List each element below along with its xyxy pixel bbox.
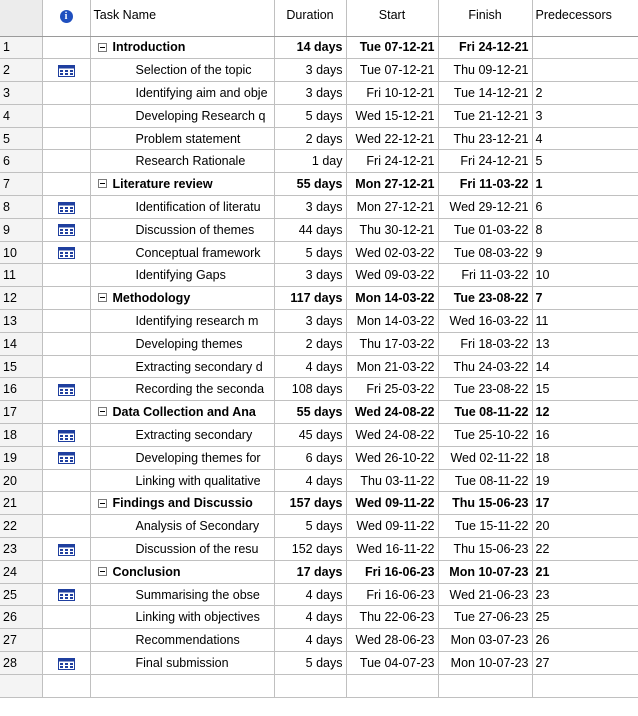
indicator-cell[interactable] [42, 59, 90, 82]
task-name-cell[interactable] [90, 446, 274, 469]
summary-task-row[interactable] [0, 36, 638, 59]
empty-cell[interactable] [274, 674, 346, 697]
finish-date-cell[interactable]: Tue 23-08-22 [438, 378, 532, 401]
finish-date-cell[interactable]: Tue 15-11-22 [438, 515, 532, 538]
collapse-toggle-icon[interactable] [98, 499, 107, 508]
start-date-cell[interactable]: Tue 07-12-21 [346, 59, 438, 82]
predecessors-cell[interactable]: 27 [532, 652, 638, 675]
indicator-cell[interactable] [42, 652, 90, 675]
predecessors-cell[interactable]: 21 [532, 560, 638, 583]
task-row[interactable] [0, 196, 638, 219]
column-header-finish[interactable]: Finish [438, 0, 532, 36]
row-id[interactable]: 12 [0, 287, 42, 310]
task-row[interactable] [0, 652, 638, 675]
indicator-cell[interactable] [42, 218, 90, 241]
duration-cell[interactable]: 5 days [274, 241, 346, 264]
indicator-cell[interactable] [42, 310, 90, 333]
calendar-icon[interactable] [58, 202, 75, 214]
calendar-icon[interactable] [58, 452, 75, 464]
indicator-cell[interactable] [42, 401, 90, 424]
task-name: Identification of literatu [135, 199, 261, 214]
predecessors-cell[interactable]: 16 [532, 424, 638, 447]
task-name-cell[interactable] [90, 560, 274, 583]
info-icon: i [60, 10, 73, 23]
task-name-cell[interactable] [90, 127, 274, 150]
row-id[interactable]: 28 [0, 652, 42, 675]
finish-date-cell[interactable]: Thu 23-12-21 [438, 127, 532, 150]
task-name: Identifying aim and obje [135, 85, 268, 100]
predecessors-cell[interactable]: 25 [532, 606, 638, 629]
predecessors-cell[interactable]: 14 [532, 355, 638, 378]
finish-date-cell[interactable]: Tue 08-11-22 [438, 469, 532, 492]
calendar-icon[interactable] [58, 384, 75, 396]
task-name-cell[interactable] [90, 173, 274, 196]
indicator-cell[interactable] [42, 515, 90, 538]
task-name: Introduction [112, 40, 186, 55]
task-name: Findings and Discussio [112, 496, 253, 511]
start-date-cell[interactable]: Mon 21-03-22 [346, 355, 438, 378]
duration-cell[interactable]: 3 days [274, 310, 346, 333]
finish-date-cell[interactable]: Thu 24-03-22 [438, 355, 532, 378]
start-date-cell[interactable]: Fri 25-03-22 [346, 378, 438, 401]
row-id[interactable]: 27 [0, 629, 42, 652]
row-id[interactable]: 25 [0, 583, 42, 606]
predecessors-cell[interactable]: 18 [532, 446, 638, 469]
collapse-toggle-icon[interactable] [98, 43, 107, 52]
task-name: Research Rationale [135, 154, 246, 169]
duration-cell[interactable]: 44 days [274, 218, 346, 241]
task-name: Discussion of the resu [135, 541, 259, 556]
finish-date-cell[interactable]: Wed 21-06-23 [438, 583, 532, 606]
summary-task-row[interactable] [0, 401, 638, 424]
task-row[interactable] [0, 332, 638, 355]
finish-date-cell[interactable]: Fri 11-03-22 [438, 264, 532, 287]
finish-date-cell[interactable]: Fri 24-12-21 [438, 150, 532, 173]
summary-task-row[interactable] [0, 287, 638, 310]
collapse-toggle-icon[interactable] [98, 293, 107, 302]
predecessors-cell[interactable]: 22 [532, 538, 638, 561]
empty-cell[interactable] [346, 674, 438, 697]
task-name-cell[interactable] [90, 629, 274, 652]
task-name-cell[interactable] [90, 332, 274, 355]
duration-cell[interactable]: 157 days [274, 492, 346, 515]
duration-cell[interactable]: 55 days [274, 173, 346, 196]
empty-cell[interactable] [90, 674, 274, 697]
predecessors-cell[interactable]: 4 [532, 127, 638, 150]
duration-cell[interactable]: 1 day [274, 150, 346, 173]
duration-cell[interactable]: 3 days [274, 196, 346, 219]
start-date-cell[interactable]: Wed 15-12-21 [346, 104, 438, 127]
task-row[interactable] [0, 629, 638, 652]
task-name: Identifying research m [135, 313, 259, 328]
predecessors-cell[interactable]: 1 [532, 173, 638, 196]
task-row[interactable] [0, 59, 638, 82]
empty-cell[interactable] [532, 674, 638, 697]
finish-date-cell[interactable]: Tue 27-06-23 [438, 606, 532, 629]
row-id[interactable]: 7 [0, 173, 42, 196]
duration-cell[interactable]: 45 days [274, 424, 346, 447]
collapse-toggle-icon[interactable] [98, 567, 107, 576]
finish-date-cell[interactable]: Wed 16-03-22 [438, 310, 532, 333]
row-id[interactable]: 9 [0, 218, 42, 241]
row-id[interactable]: 10 [0, 241, 42, 264]
column-header-predecessors[interactable]: Predecessors [532, 0, 638, 36]
duration-cell[interactable]: 152 days [274, 538, 346, 561]
indicator-cell[interactable] [42, 492, 90, 515]
start-date-cell[interactable]: Fri 16-06-23 [346, 583, 438, 606]
start-date-cell[interactable]: Thu 03-11-22 [346, 469, 438, 492]
task-name-cell[interactable] [90, 104, 274, 127]
indicator-cell[interactable] [42, 287, 90, 310]
task-name: Discussion of themes [135, 222, 255, 237]
column-header-row [0, 0, 638, 36]
row-id[interactable]: 11 [0, 264, 42, 287]
column-header-duration[interactable]: Duration [274, 0, 346, 36]
indicator-cell[interactable] [42, 583, 90, 606]
finish-date-cell[interactable]: Fri 11-03-22 [438, 173, 532, 196]
column-header-id[interactable] [0, 0, 42, 36]
task-row[interactable] [0, 264, 638, 287]
predecessors-cell[interactable]: 8 [532, 218, 638, 241]
calendar-icon[interactable] [58, 658, 75, 670]
indicator-cell[interactable] [42, 36, 90, 59]
task-row[interactable] [0, 218, 638, 241]
predecessors-cell[interactable]: 3 [532, 104, 638, 127]
task-name-cell[interactable] [90, 378, 274, 401]
finish-date-cell[interactable]: Wed 02-11-22 [438, 446, 532, 469]
start-date-cell[interactable]: Mon 27-12-21 [346, 173, 438, 196]
task-name-cell[interactable] [90, 492, 274, 515]
task-name: Final submission [135, 655, 229, 670]
indicator-cell[interactable] [42, 150, 90, 173]
duration-cell[interactable]: 55 days [274, 401, 346, 424]
duration-cell[interactable]: 4 days [274, 606, 346, 629]
finish-date-cell[interactable]: Fri 24-12-21 [438, 36, 532, 59]
start-date-cell[interactable]: Fri 10-12-21 [346, 82, 438, 105]
task-name-cell[interactable] [90, 538, 274, 561]
empty-cell[interactable] [42, 674, 90, 697]
start-date-cell[interactable]: Thu 17-03-22 [346, 332, 438, 355]
task-row[interactable] [0, 104, 638, 127]
predecessors-cell[interactable] [532, 36, 638, 59]
task-name-cell[interactable] [90, 606, 274, 629]
predecessors-cell[interactable]: 20 [532, 515, 638, 538]
row-id[interactable]: 6 [0, 150, 42, 173]
column-header-task-name[interactable]: Task Name [90, 0, 274, 36]
indicator-cell[interactable] [42, 560, 90, 583]
duration-cell[interactable]: 2 days [274, 127, 346, 150]
task-name-cell[interactable] [90, 36, 274, 59]
collapse-toggle-icon[interactable] [98, 407, 107, 416]
task-name: Linking with qualitative [135, 473, 261, 488]
task-name-cell[interactable] [90, 150, 274, 173]
task-name: Developing Research q [135, 108, 266, 123]
task-name-cell[interactable] [90, 310, 274, 333]
task-row[interactable] [0, 469, 638, 492]
row-id[interactable]: 18 [0, 424, 42, 447]
finish-date-cell[interactable]: Tue 21-12-21 [438, 104, 532, 127]
row-id[interactable]: 4 [0, 104, 42, 127]
start-date-cell[interactable]: Wed 16-11-22 [346, 538, 438, 561]
finish-date-cell[interactable]: Fri 18-03-22 [438, 332, 532, 355]
finish-date-cell[interactable]: Tue 14-12-21 [438, 82, 532, 105]
duration-cell[interactable]: 108 days [274, 378, 346, 401]
indicator-cell[interactable] [42, 355, 90, 378]
start-date-cell[interactable]: Wed 22-12-21 [346, 127, 438, 150]
collapse-toggle-icon[interactable] [98, 179, 107, 188]
row-id[interactable]: 1 [0, 36, 42, 59]
task-name: Data Collection and Ana [112, 405, 256, 420]
empty-cell[interactable] [0, 674, 42, 697]
duration-cell[interactable]: 6 days [274, 446, 346, 469]
duration-cell[interactable]: 117 days [274, 287, 346, 310]
indicator-cell[interactable] [42, 629, 90, 652]
duration-cell[interactable]: 17 days [274, 560, 346, 583]
predecessors-cell[interactable]: 2 [532, 82, 638, 105]
predecessors-cell[interactable]: 7 [532, 287, 638, 310]
predecessors-cell[interactable]: 10 [532, 264, 638, 287]
start-date-cell[interactable]: Wed 24-08-22 [346, 424, 438, 447]
start-date-cell[interactable]: Wed 09-03-22 [346, 264, 438, 287]
task-name-cell[interactable] [90, 469, 274, 492]
task-name-cell[interactable] [90, 59, 274, 82]
duration-cell[interactable]: 2 days [274, 332, 346, 355]
row-id[interactable]: 24 [0, 560, 42, 583]
finish-date-cell[interactable]: Thu 15-06-23 [438, 538, 532, 561]
finish-date-cell[interactable]: Tue 08-11-22 [438, 401, 532, 424]
finish-date-cell[interactable]: Tue 23-08-22 [438, 287, 532, 310]
task-name: Literature review [112, 177, 213, 192]
indicator-cell[interactable] [42, 241, 90, 264]
task-name: Recording the seconda [135, 382, 265, 397]
start-date-cell[interactable]: Thu 22-06-23 [346, 606, 438, 629]
indicator-cell[interactable] [42, 104, 90, 127]
task-row[interactable] [0, 515, 638, 538]
finish-date-cell[interactable]: Thu 09-12-21 [438, 59, 532, 82]
finish-date-cell[interactable]: Mon 10-07-23 [438, 652, 532, 675]
start-date-cell[interactable]: Mon 14-03-22 [346, 310, 438, 333]
predecessors-cell[interactable]: 23 [532, 583, 638, 606]
task-name: Recommendations [135, 633, 240, 648]
task-name-cell[interactable] [90, 401, 274, 424]
start-date-cell[interactable]: Wed 09-11-22 [346, 515, 438, 538]
finish-date-cell[interactable]: Tue 01-03-22 [438, 218, 532, 241]
duration-cell[interactable]: 4 days [274, 629, 346, 652]
task-name: Summarising the obse [135, 587, 260, 602]
predecessors-cell[interactable]: 13 [532, 332, 638, 355]
row-id[interactable]: 23 [0, 538, 42, 561]
indicator-cell[interactable] [42, 127, 90, 150]
calendar-icon[interactable] [58, 65, 75, 77]
start-date-cell[interactable]: Wed 26-10-22 [346, 446, 438, 469]
task-row[interactable] [0, 378, 638, 401]
finish-date-cell[interactable]: Mon 03-07-23 [438, 629, 532, 652]
start-date-cell[interactable]: Wed 02-03-22 [346, 241, 438, 264]
task-name: Conceptual framework [135, 245, 261, 260]
finish-date-cell[interactable]: Mon 10-07-23 [438, 560, 532, 583]
row-id[interactable]: 20 [0, 469, 42, 492]
duration-cell[interactable]: 4 days [274, 355, 346, 378]
task-rows [0, 36, 638, 697]
row-id[interactable]: 3 [0, 82, 42, 105]
row-id[interactable]: 15 [0, 355, 42, 378]
task-row[interactable] [0, 446, 638, 469]
task-name-cell[interactable] [90, 196, 274, 219]
row-id[interactable]: 26 [0, 606, 42, 629]
finish-date-cell[interactable]: Wed 29-12-21 [438, 196, 532, 219]
row-id[interactable]: 13 [0, 310, 42, 333]
duration-cell[interactable]: 3 days [274, 264, 346, 287]
task-name: Conclusion [112, 564, 181, 579]
start-date-cell[interactable]: Wed 28-06-23 [346, 629, 438, 652]
task-row[interactable] [0, 82, 638, 105]
task-row[interactable] [0, 538, 638, 561]
empty-row[interactable] [0, 674, 638, 697]
task-name: Identifying Gaps [135, 268, 226, 283]
indicator-cell[interactable] [42, 378, 90, 401]
row-id[interactable]: 2 [0, 59, 42, 82]
calendar-icon[interactable] [58, 589, 75, 601]
task-name-cell[interactable] [90, 515, 274, 538]
task-row[interactable] [0, 606, 638, 629]
task-name: Analysis of Secondary [135, 519, 260, 534]
duration-cell[interactable]: 4 days [274, 583, 346, 606]
task-row[interactable] [0, 127, 638, 150]
duration-cell[interactable]: 14 days [274, 36, 346, 59]
duration-cell[interactable]: 5 days [274, 515, 346, 538]
calendar-icon[interactable] [58, 247, 75, 259]
start-date-cell[interactable]: Mon 27-12-21 [346, 196, 438, 219]
task-name-cell[interactable] [90, 82, 274, 105]
task-name-cell[interactable] [90, 652, 274, 675]
indicator-cell[interactable] [42, 606, 90, 629]
task-row[interactable] [0, 241, 638, 264]
indicator-cell[interactable] [42, 469, 90, 492]
duration-cell[interactable]: 4 days [274, 469, 346, 492]
start-date-cell[interactable]: Tue 04-07-23 [346, 652, 438, 675]
start-date-cell[interactable]: Tue 07-12-21 [346, 36, 438, 59]
finish-date-cell[interactable]: Tue 08-03-22 [438, 241, 532, 264]
task-name-cell[interactable] [90, 583, 274, 606]
empty-cell[interactable] [438, 674, 532, 697]
task-row[interactable] [0, 150, 638, 173]
indicator-cell[interactable] [42, 196, 90, 219]
task-name: Problem statement [135, 131, 241, 146]
finish-date-cell[interactable]: Tue 25-10-22 [438, 424, 532, 447]
start-date-cell[interactable]: Thu 30-12-21 [346, 218, 438, 241]
calendar-icon[interactable] [58, 544, 75, 556]
task-name-cell[interactable] [90, 424, 274, 447]
indicator-cell[interactable] [42, 332, 90, 355]
start-date-cell[interactable]: Mon 14-03-22 [346, 287, 438, 310]
row-id[interactable]: 14 [0, 332, 42, 355]
indicator-cell[interactable] [42, 173, 90, 196]
task-row[interactable] [0, 310, 638, 333]
task-name: Methodology [112, 291, 191, 306]
predecessors-cell[interactable]: 11 [532, 310, 638, 333]
row-id[interactable]: 19 [0, 446, 42, 469]
predecessors-cell[interactable]: 6 [532, 196, 638, 219]
task-name: Extracting secondary d [135, 359, 263, 374]
indicator-cell[interactable] [42, 446, 90, 469]
task-row[interactable] [0, 583, 638, 606]
task-name-cell[interactable] [90, 287, 274, 310]
duration-cell[interactable]: 5 days [274, 104, 346, 127]
task-name: Developing themes for [135, 450, 261, 465]
task-name-cell[interactable] [90, 264, 274, 287]
task-name-cell[interactable] [90, 218, 274, 241]
calendar-icon[interactable] [58, 224, 75, 236]
task-name: Developing themes [135, 336, 243, 351]
column-header-indicators[interactable] [42, 0, 90, 36]
row-id[interactable]: 17 [0, 401, 42, 424]
indicator-cell[interactable] [42, 82, 90, 105]
indicator-cell[interactable] [42, 264, 90, 287]
calendar-icon[interactable] [58, 430, 75, 442]
duration-cell[interactable]: 3 days [274, 59, 346, 82]
row-id[interactable]: 8 [0, 196, 42, 219]
predecessors-cell[interactable]: 26 [532, 629, 638, 652]
predecessors-cell[interactable]: 19 [532, 469, 638, 492]
predecessors-cell[interactable]: 5 [532, 150, 638, 173]
duration-cell[interactable]: 3 days [274, 82, 346, 105]
row-id[interactable]: 21 [0, 492, 42, 515]
start-date-cell[interactable]: Wed 09-11-22 [346, 492, 438, 515]
start-date-cell[interactable]: Fri 24-12-21 [346, 150, 438, 173]
summary-task-row[interactable] [0, 173, 638, 196]
predecessors-cell[interactable] [532, 59, 638, 82]
indicator-cell[interactable] [42, 424, 90, 447]
predecessors-cell[interactable]: 17 [532, 492, 638, 515]
row-id[interactable]: 16 [0, 378, 42, 401]
task-name: Linking with objectives [135, 610, 260, 625]
start-date-cell[interactable]: Wed 24-08-22 [346, 401, 438, 424]
row-id[interactable]: 5 [0, 127, 42, 150]
predecessors-cell[interactable]: 12 [532, 401, 638, 424]
start-date-cell[interactable]: Fri 16-06-23 [346, 560, 438, 583]
task-row[interactable] [0, 355, 638, 378]
predecessors-cell[interactable]: 9 [532, 241, 638, 264]
predecessors-cell[interactable]: 15 [532, 378, 638, 401]
summary-task-row[interactable] [0, 560, 638, 583]
row-id[interactable]: 22 [0, 515, 42, 538]
column-header-start[interactable]: Start [346, 0, 438, 36]
task-name-cell[interactable] [90, 355, 274, 378]
task-name: Extracting secondary [135, 427, 253, 442]
summary-task-row[interactable] [0, 492, 638, 515]
task-row[interactable] [0, 424, 638, 447]
task-name: Selection of the topic [135, 63, 252, 78]
indicator-cell[interactable] [42, 538, 90, 561]
task-name-cell[interactable] [90, 241, 274, 264]
duration-cell[interactable]: 5 days [274, 652, 346, 675]
finish-date-cell[interactable]: Thu 15-06-23 [438, 492, 532, 515]
